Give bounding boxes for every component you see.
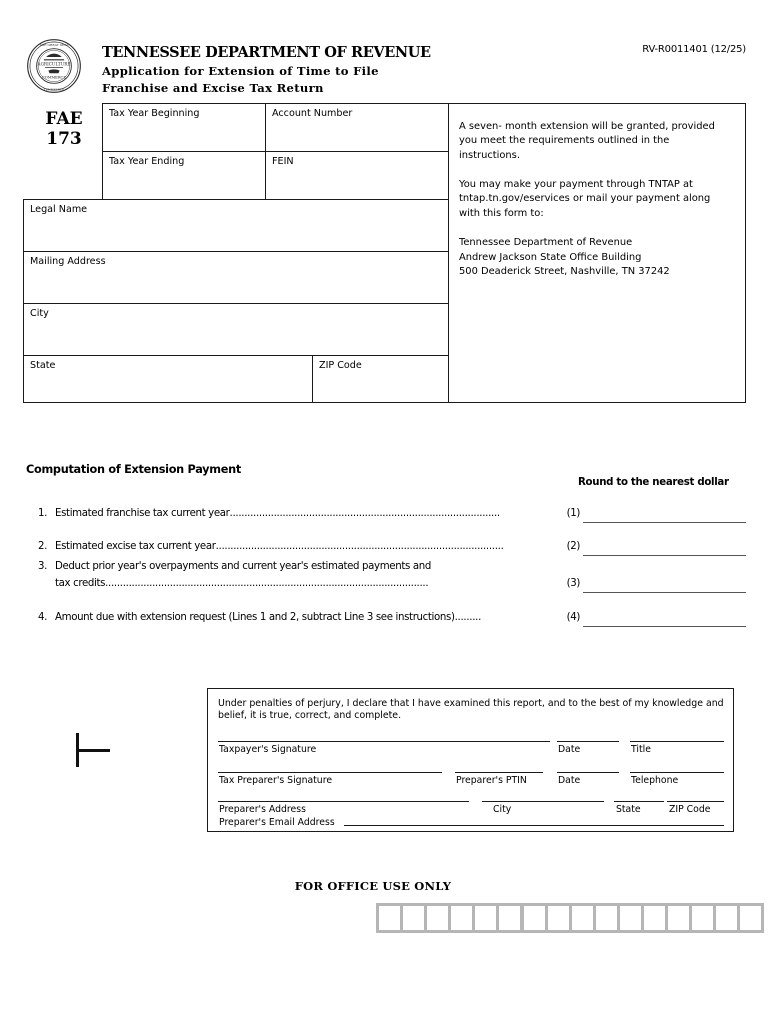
instructions-panel (448, 103, 746, 403)
field-city[interactable] (23, 303, 449, 356)
label-preparer-email: Preparer's Email Address (219, 817, 335, 828)
form-subtitle-line2: Franchise and Excise Tax Return (102, 81, 324, 95)
line-2-text: Estimated excise tax current year.................................................................................................. (55, 541, 504, 552)
label-tax-year-beginning: Tax Year Beginning (109, 108, 200, 119)
field-tax-year-beginning[interactable] (102, 103, 266, 152)
line-1-ref: (1) (566, 508, 580, 519)
svg-text:THE GREAT SEAL: THE GREAT SEAL (39, 42, 69, 47)
office-use-box[interactable] (403, 906, 424, 930)
label-taxpayer-date: Date (558, 744, 581, 755)
line-2-number: 2. (38, 541, 48, 552)
label-preparer-state: State (616, 804, 641, 815)
line-4-number: 4. (38, 612, 48, 623)
line-2-ref: (2) (566, 541, 580, 552)
mailing-agency: Tennessee Department of Revenue (459, 237, 633, 249)
preparer-telephone-input[interactable] (630, 772, 724, 773)
line-1-answer-input[interactable] (583, 522, 746, 523)
line-3-answer-input[interactable] (583, 592, 746, 593)
preparer-email-input[interactable] (344, 825, 724, 826)
office-use-box[interactable] (692, 906, 713, 930)
svg-text:AGRICULTURE: AGRICULTURE (37, 61, 71, 67)
line-3-text: Deduct prior year's overpayments and current year's estimated payments and (55, 561, 431, 572)
form-code-line2: 173 (46, 128, 82, 149)
label-preparer-address: Preparer's Address (219, 804, 306, 815)
office-use-box[interactable] (379, 906, 400, 930)
round-to-nearest-dollar-note: Round to the nearest dollar (578, 477, 729, 488)
taxpayer-title-input[interactable] (630, 741, 724, 742)
computation-section-title: Computation of Extension Payment (26, 463, 241, 476)
preparer-address-input[interactable] (218, 801, 469, 802)
preparer-date-input[interactable] (557, 772, 619, 773)
label-account-number: Account Number (272, 108, 353, 119)
field-tax-year-ending[interactable] (102, 151, 266, 200)
signature-block (207, 688, 734, 832)
form-subtitle-line1: Application for Extension of Time to File (102, 64, 379, 78)
line-4-ref: (4) (566, 612, 580, 623)
field-zip-code[interactable] (312, 355, 449, 403)
office-use-box[interactable] (499, 906, 520, 930)
mailing-street: 500 Deaderick Street, Nashville, TN 37242 (459, 265, 670, 277)
office-use-box[interactable] (548, 906, 569, 930)
label-preparer-telephone: Telephone (631, 775, 679, 786)
taxpayer-information-grid (23, 103, 746, 403)
label-legal-name: Legal Name (30, 204, 88, 215)
office-use-box[interactable] (451, 906, 472, 930)
office-use-box[interactable] (716, 906, 737, 930)
office-use-title: FOR OFFICE USE ONLY (294, 879, 452, 893)
office-use-box[interactable] (644, 906, 665, 930)
agency-name: TENNESSEE DEPARTMENT OF REVENUE (102, 44, 431, 61)
label-preparer-zip: ZIP Code (669, 804, 711, 815)
label-preparer-city: City (493, 804, 512, 815)
office-use-box[interactable] (596, 906, 617, 930)
office-use-box[interactable] (427, 906, 448, 930)
office-use-box[interactable] (572, 906, 593, 930)
line-4-text: Amount due with extension request (Lines 1 and 2, subtract Line 3 see instructions)......... (55, 612, 482, 623)
label-city: City (30, 308, 49, 319)
taxpayer-signature-input[interactable] (218, 741, 550, 742)
label-preparer-date: Date (558, 775, 581, 786)
line-1-dots: ............................................................................................ (229, 508, 500, 519)
line-3-number: 3. (38, 561, 48, 572)
line-4-answer-input[interactable] (583, 626, 746, 627)
label-tax-preparer-signature: Tax Preparer's Signature (219, 775, 333, 786)
mailing-address-block (459, 236, 731, 279)
field-account-number[interactable] (265, 103, 449, 152)
instructions-paragraph-2: You may make your payment through TNTAP at tntap.tn.gov/eservices or mail your payment along with this form to: (459, 179, 711, 219)
line-1-number: 1. (38, 508, 48, 519)
svg-text:COMMERCE: COMMERCE (42, 75, 66, 80)
mailing-building: Andrew Jackson State Office Building (459, 251, 642, 263)
line-1-text: Estimated franchise tax current year............................................................................................ (55, 508, 500, 519)
line-3-text-continued: tax credits.............................................................................................................. (55, 578, 429, 589)
office-use-left-box-group[interactable] (376, 903, 523, 933)
office-use-box[interactable] (620, 906, 641, 930)
label-tax-year-ending: Tax Year Ending (109, 156, 185, 167)
label-mailing-address: Mailing Address (30, 256, 106, 267)
office-use-right-box-group[interactable] (521, 903, 764, 933)
registration-crop-mark-icon (76, 733, 110, 767)
preparer-city-input[interactable] (482, 801, 604, 802)
office-use-box[interactable] (740, 906, 761, 930)
office-use-box[interactable] (524, 906, 545, 930)
label-state: State (30, 360, 56, 371)
instructions-paragraph-1: A seven- month extension will be granted, provided you meet the requirements outlined in the instructions. (459, 121, 715, 161)
line-3-ref: (3) (566, 578, 580, 589)
field-mailing-address[interactable] (23, 251, 449, 304)
preparer-ptin-input[interactable] (455, 772, 543, 773)
svg-text:TENNESSEE: TENNESSEE (43, 87, 65, 92)
label-taxpayer-title: Title (631, 744, 651, 755)
label-taxpayer-signature: Taxpayer's Signature (219, 744, 317, 755)
office-use-box[interactable] (475, 906, 496, 930)
line-2-dots: .................................................................................................. (215, 541, 504, 552)
label-fein: FEIN (272, 156, 294, 167)
tennessee-state-seal-icon (26, 38, 82, 94)
form-code-line1: FAE (45, 109, 83, 129)
tax-preparer-signature-input[interactable] (218, 772, 442, 773)
field-fein[interactable] (265, 151, 449, 200)
field-state[interactable] (23, 355, 313, 403)
taxpayer-date-input[interactable] (557, 741, 619, 742)
label-zip-code: ZIP Code (319, 360, 362, 371)
perjury-statement: Under penalties of perjury, I declare that I have examined this report, and to the best of my knowledge and belief, it is true, correct, and complete. (218, 698, 724, 722)
line-2-answer-input[interactable] (583, 555, 746, 556)
line-3-dots: .............................................................................................................. (105, 578, 429, 589)
field-legal-name[interactable] (23, 199, 449, 252)
preparer-state-input[interactable] (614, 801, 664, 802)
office-use-box[interactable] (668, 906, 689, 930)
preparer-zip-input[interactable] (667, 801, 724, 802)
line-4-dots: ......... (454, 612, 482, 623)
form-header (24, 36, 746, 98)
label-preparer-ptin: Preparer's PTIN (456, 775, 527, 786)
form-revision-number: RV-R0011401 (12/25) (642, 44, 746, 55)
